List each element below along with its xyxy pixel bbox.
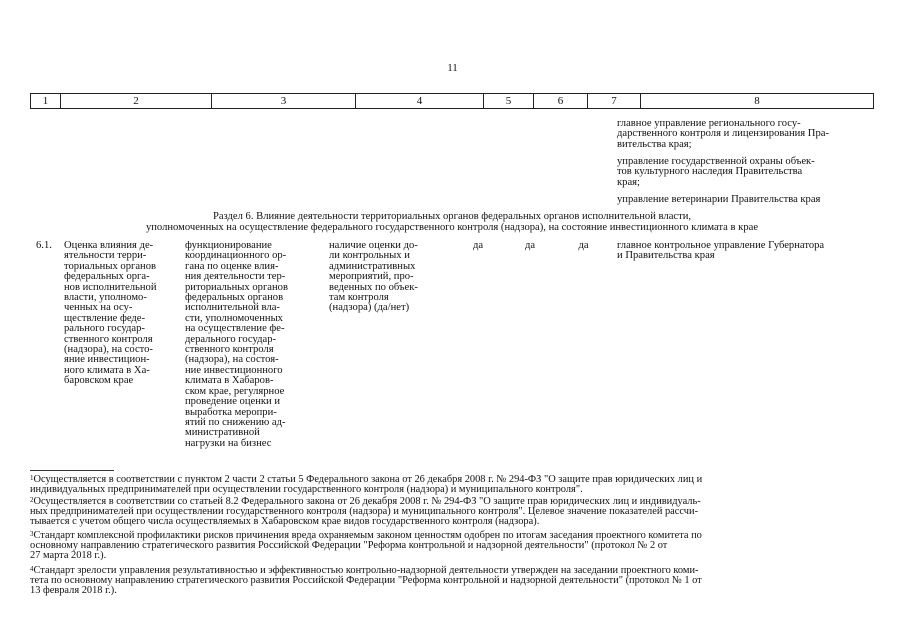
executor-text: управление ветеринарии Правительства края: [617, 194, 821, 205]
header-col-4: 4: [355, 94, 483, 108]
page-number: 11: [447, 62, 458, 74]
executor-text: управление государственной охраны объек- тов культурного наследия Правительства края;: [617, 156, 815, 188]
header-col-3: 3: [211, 94, 355, 108]
footnote-text: Осуществляется в соответствии со статьей 8.2 Федерального закона от 26 декабря 2008 г. № 294-ФЗ "О защите прав юридических лиц и индивидуаль- ных предпринимателей при осуществлении государственного контроля (надзора) и муниципального контроля". Целевое значение показателей рассчи- тывается с учетом общего числа осуществляемых в Хабаровском крае видов государственного контроля (надзора).: [30, 496, 701, 528]
section-title: Раздел 6. Влияние деятельности территориальных органов федеральных органов исполнительной власти, уполномоченных на осуществление федерального государственного контроля (надзора), на состояние инвестиционного климата в крае: [145, 211, 759, 233]
row-value-col5: да: [472, 240, 484, 251]
footnote: [30, 497, 876, 528]
row-value-col6: да: [524, 240, 536, 251]
header-col-7: 7: [587, 94, 640, 108]
row-executor: главное контрольное управление Губернатора и Правительства края: [617, 240, 825, 262]
footnote-text: Стандарт комплексной профилактики рисков причинения вреда охраняемым законом ценностям одобрен по итогам заседания проектного комитета по основному направлению стратегического развития Российской Федерации "Реформа контрольной и надзорной деятельности" (протокол № 2 от 27 марта 2018 г.).: [30, 530, 702, 562]
header-col-5: 5: [483, 94, 533, 108]
row-value-col7: да: [578, 240, 589, 251]
row-indicator: наличие оценки до- ли контрольных и административных мероприятий, про- веденных по объек- там контроля (надзора) (да/нет): [329, 240, 418, 314]
footnote: [30, 475, 876, 495]
footnote-mark: 2: [30, 496, 34, 504]
footnote: [30, 566, 876, 597]
row-number: 6.1.: [36, 240, 52, 251]
footnote-text: Стандарт зрелости управления результативностью и эффективностью контрольно-надзорной деятельности утвержден на заседании проектного коми- тета по основному направлению стратегического развития Российской Федерации "Реформа контрольной и надзорной деятельности" (протокол № 1 от 13 февраля 2018 г.).: [30, 565, 702, 597]
header-col-6: 6: [533, 94, 587, 108]
table-header-row: [30, 93, 874, 109]
row-description: функционирование координационного ор- гана по оценке влия- ния деятельности тер- риториальных органов федеральных органов исполнительной вла- сти, уполномоченных на осуществление фе- дерального государ- ственного контроля (надзора), на состоя- ние инвестиционного климата в Хабаров- ском крае, регулярное проведение оценки и выработка меропри- ятий по снижению ад- министративной нагрузки на бизнес: [185, 240, 288, 449]
header-col-8: 8: [640, 94, 874, 108]
footnote-separator: [30, 470, 114, 471]
header-col-1: 1: [30, 94, 60, 108]
header-col-2: 2: [60, 94, 211, 108]
footnote-mark: 4: [30, 565, 34, 573]
footnote-text: Осуществляется в соответствии с пунктом 2 части 2 статьи 5 Федерального закона от 26 декабря 2008 г. № 294-ФЗ "О защите прав юридических лиц и индивидуальных предпринимателей при осуществлении государственного контроля (надзора) и муниципального контроля".: [30, 474, 703, 496]
executor-text: главное управление регионального госу- дарственного контроля и лицензирования Пра- вительства края;: [617, 118, 829, 150]
row-name: Оценка влияния де- ятельности терри- ториальных органов федеральных орга- нов исполнительной власти, уполномо- ченных на осу- ществление феде- рального государ- ственного контроля (надзора), на состо- яние инвестицион- ного климата в Ха- баровском крае: [64, 240, 157, 387]
footnote-mark: 1: [30, 474, 34, 482]
footnote-mark: 3: [30, 530, 34, 538]
footnote: [30, 531, 876, 562]
